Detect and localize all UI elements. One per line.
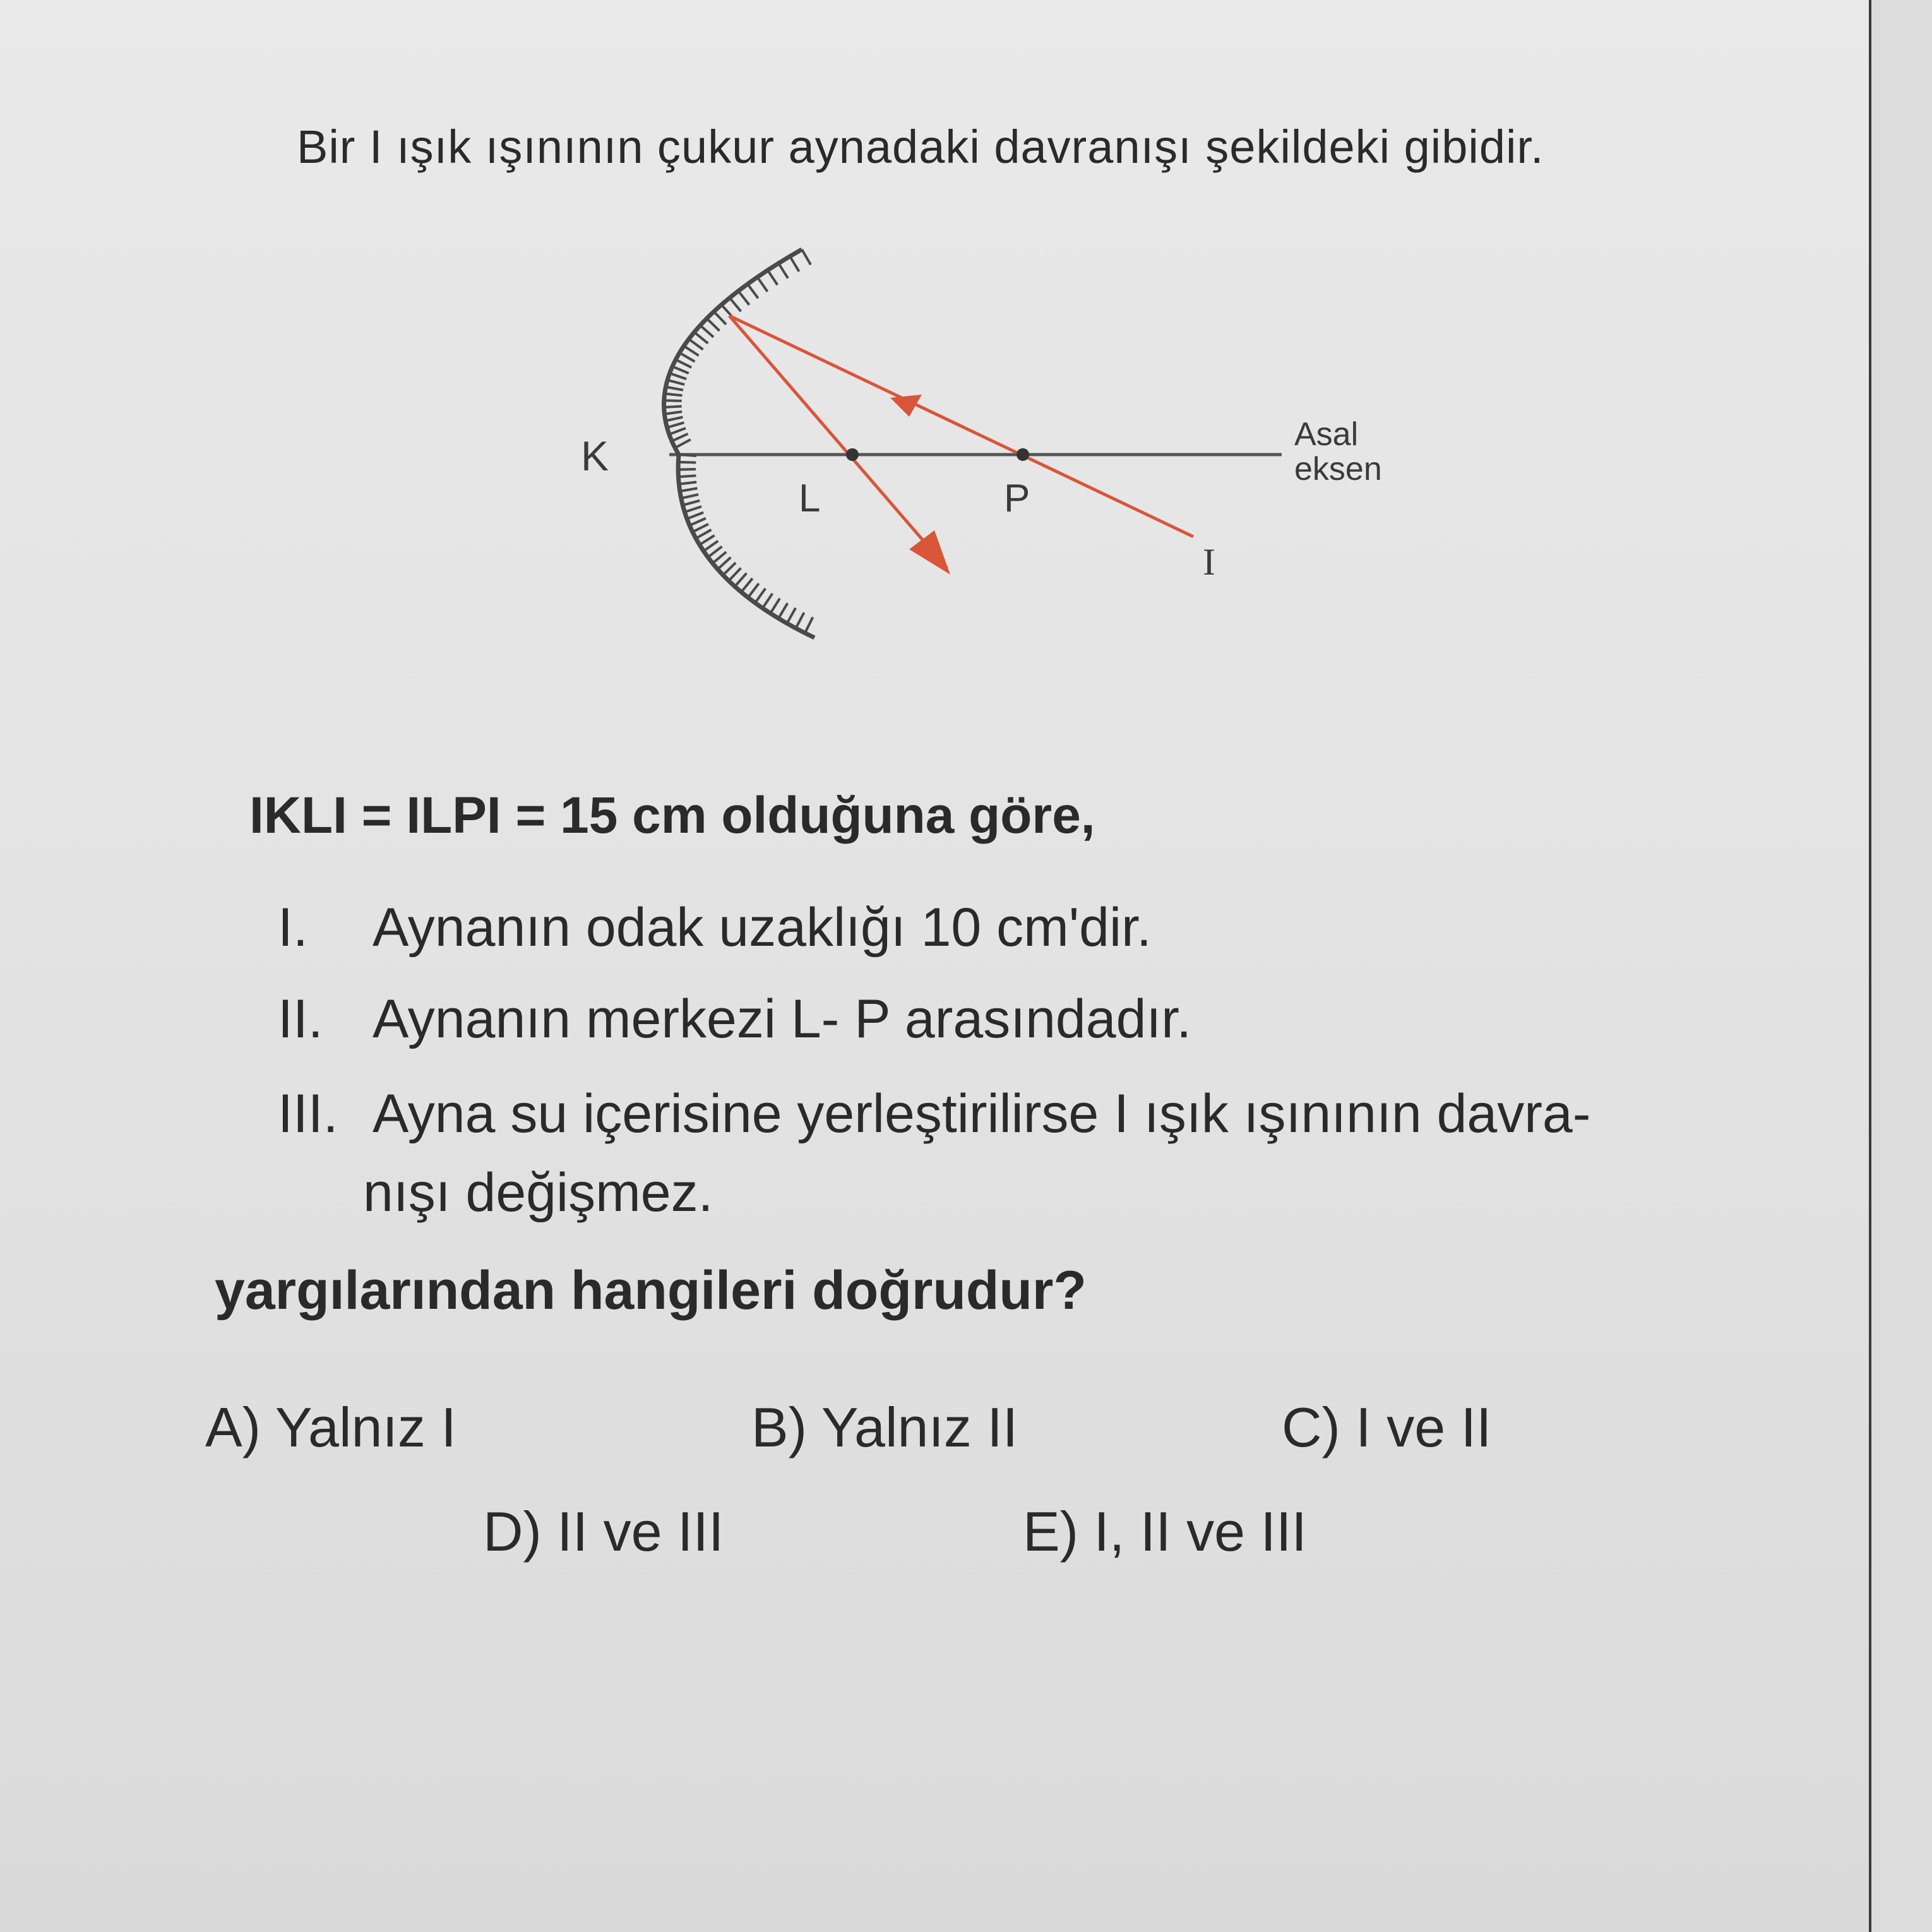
label-ray-i: I: [1203, 541, 1215, 583]
hatch-mark: [678, 469, 696, 470]
hatch-mark: [700, 535, 715, 545]
hatch-mark: [679, 455, 696, 456]
hatch-mark: [683, 501, 700, 505]
hatch-mark: [684, 506, 701, 512]
label-l: L: [799, 477, 821, 520]
hatch-mark: [665, 394, 683, 396]
hatch-mark: [741, 578, 753, 592]
intro-text: Bir I ışık ışınının çukur aynadaki davranışı şekildeki gibidir.: [297, 121, 1544, 173]
hatch-mark: [665, 417, 683, 421]
given-condition: IKLI = ILPI = 15 cm olduğuna göre,: [249, 787, 1095, 844]
hatch-mark: [758, 277, 768, 292]
hatch-mark: [707, 318, 719, 330]
statement-1: [278, 897, 1152, 959]
hatch-mark: [735, 573, 746, 587]
hatch-mark: [667, 380, 684, 385]
hatch-mark: [664, 406, 682, 407]
hatch-mark: [680, 488, 698, 491]
hatch-mark: [770, 599, 780, 614]
hatch-mark: [678, 462, 696, 463]
hatch-mark: [689, 339, 703, 350]
statement-1-text: Aynanın odak uzaklığı 10 cm'dir.: [373, 897, 1152, 958]
statement-1-number: I.: [278, 897, 308, 958]
hatch-mark: [664, 412, 682, 414]
label-p: P: [1004, 477, 1030, 520]
hatch-mark: [738, 291, 749, 305]
hatch-mark: [714, 312, 726, 325]
hatch-mark: [755, 588, 765, 603]
hatch-mark: [787, 608, 796, 623]
hatch-mark: [778, 263, 788, 278]
hatch-mark: [693, 524, 708, 532]
hatch-mark: [678, 475, 696, 477]
hatch-mark: [718, 558, 731, 569]
hatch-mark: [679, 482, 696, 484]
hatch-mark: [796, 612, 804, 628]
option-d[interactable]: D) II ve III: [483, 1500, 724, 1563]
hatch-mark: [681, 494, 698, 498]
point-p: [1017, 448, 1029, 461]
option-b[interactable]: B) Yalnız II: [751, 1396, 1018, 1458]
hatch-mark: [667, 422, 684, 427]
hatch-mark: [675, 439, 691, 448]
hatch-mark: [676, 360, 691, 367]
point-l: [846, 448, 859, 461]
option-e[interactable]: E) I, II ve III: [1023, 1500, 1307, 1563]
hatch-mark: [748, 284, 758, 299]
hatch-mark: [729, 568, 741, 581]
hatch-mark: [669, 428, 686, 434]
mirror-hatching: [664, 249, 814, 638]
statement-3-text: Ayna su içerisine yerleştirilirse I ışık ışınının davra-: [373, 1083, 1591, 1144]
hatch-mark: [805, 617, 813, 633]
reflected-ray-arrow: [909, 530, 950, 575]
hatch-mark: [695, 332, 708, 343]
hatch-mark: [672, 366, 689, 373]
hatch-mark: [802, 249, 811, 265]
concave-mirror-figure: [0, 0, 1932, 758]
hatch-mark: [790, 256, 799, 271]
hatch-mark: [689, 518, 706, 525]
hatch-mark: [730, 298, 741, 312]
hatch-mark: [723, 563, 736, 575]
hatch-mark: [687, 513, 703, 519]
statement-2-number: II.: [278, 989, 323, 1049]
statement-3: [278, 1083, 1590, 1145]
statement-2-text: Aynanın merkezi L- P arasındadır.: [373, 989, 1192, 1049]
axis-label-asal: Asal: [1294, 416, 1359, 453]
hatch-mark: [778, 603, 787, 618]
hatch-mark: [670, 373, 687, 379]
option-a[interactable]: A) Yalnız I: [205, 1396, 456, 1458]
reflected-ray: [729, 316, 947, 568]
hatch-mark: [768, 270, 777, 285]
hatch-mark: [700, 325, 713, 337]
hatch-mark: [665, 387, 683, 390]
label-k: K: [581, 432, 609, 479]
hatch-mark: [748, 583, 759, 597]
axis-label-eksen: eksen: [1294, 451, 1382, 487]
question-text: yargılarından hangileri doğrudur?: [215, 1260, 1087, 1321]
statement-3-continuation: nışı değişmez.: [363, 1162, 713, 1223]
option-c[interactable]: C) I ve II: [1282, 1396, 1492, 1458]
hatch-mark: [664, 400, 682, 401]
hatch-mark: [684, 346, 698, 355]
hatch-mark: [763, 593, 773, 608]
hatch-mark: [672, 434, 688, 441]
statement-2: [278, 988, 1191, 1051]
hatch-mark: [696, 530, 711, 539]
statement-3-number: III.: [278, 1083, 338, 1144]
hatch-mark: [679, 353, 695, 362]
